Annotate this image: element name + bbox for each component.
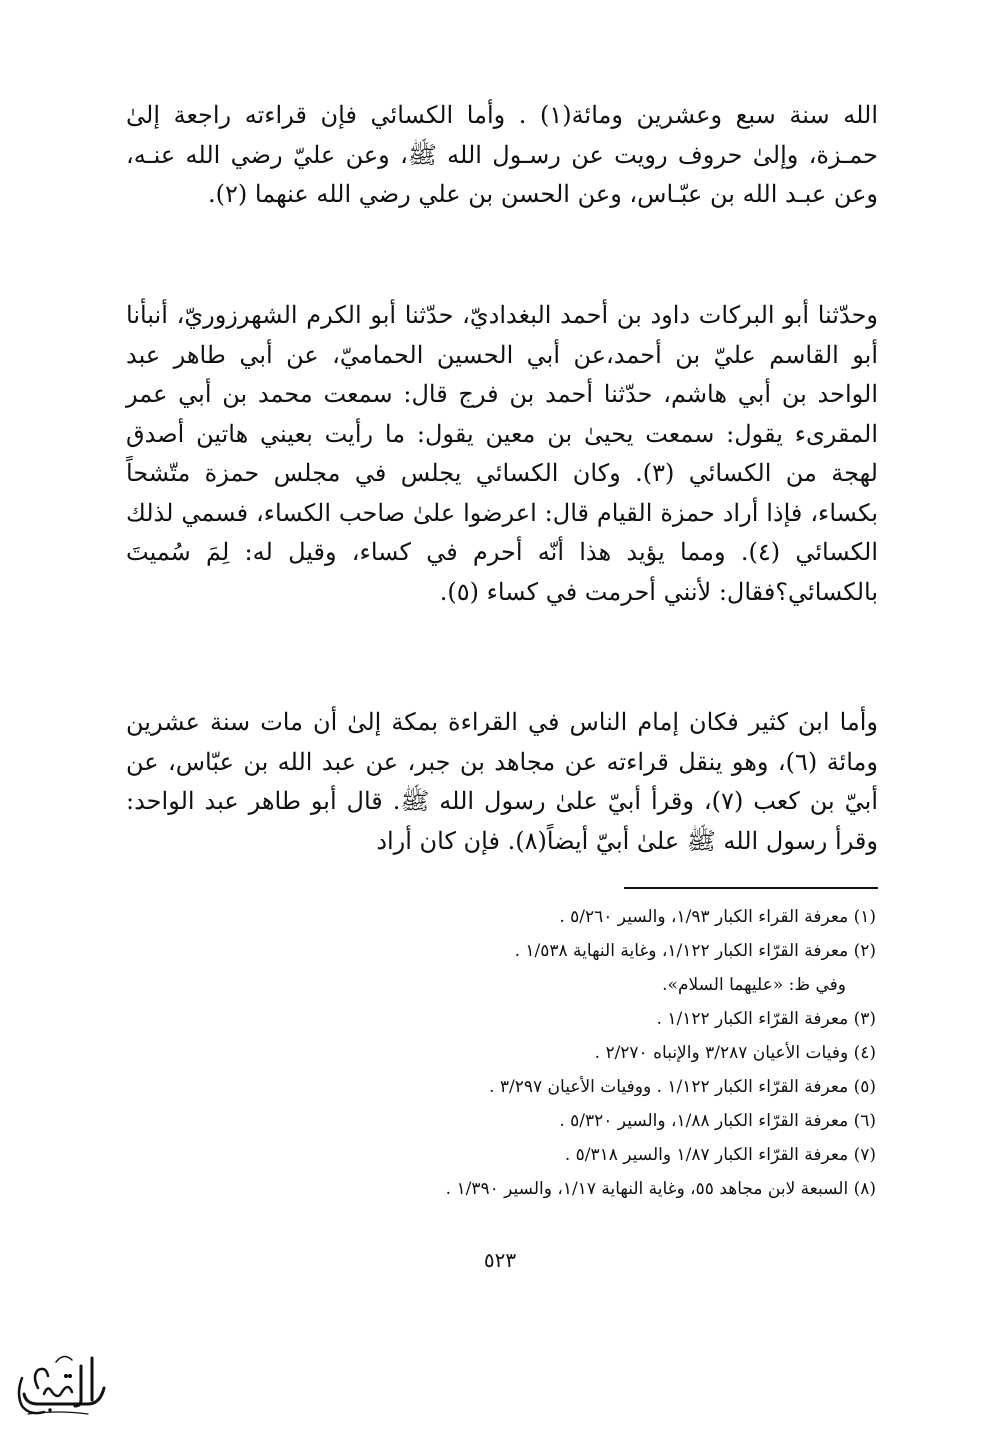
footnote-item: (٢) معرفة القرّاء الكبار ١/١٢٢، وغاية النهاية ١/٥٣٨ . xyxy=(514,941,876,961)
footnote-item: (٦) معرفة القرّاء الكبار ١/٨٨، والسير ٥/٣٢٠ . xyxy=(559,1111,876,1131)
footnotes-list xyxy=(276,900,876,1206)
footnote-item: (٤) وفيات الأعيان ٣/٢٨٧ والإنباه ٢/٢٧٠ . xyxy=(594,1043,876,1063)
footnote-item: (٨) السبعة لابن مجاهد ٥٥، وغاية النهاية ١/١٧، والسير ١/٣٩٠ . xyxy=(445,1179,876,1199)
paragraph-text: وحدّثنا أبو البركات داود بن أحمد البغداديّ، حدّثنا أبو الكرم الشهرزوريّ، أنبأنا أبو القاسم عليّ بن أحمد،عن أبي الحسين الحماميّ، عن أبي طاهر عبد الواحد بن أبي هاشم، حدّثنا أحمد بن فرج قال: سمعت محمد بن أبي عمر المقرىء يقول: سمعت يحيىٰ بن معين يقول: ما رأيت بعيني هاتين أصدق لهجة من الكسائي (٣). وكان الكسائي يجلس في مجلس حمزة متّشحاً بكساء، فإذا أراد حمزة القيام قال: اعرضوا علىٰ صاحب الكساء، فسمي لذلك الكسائي (٤). ومما يؤيد هذا أنّه أحرم في كساء، وقيل له: لِمَ سُميتَ بالكسائي؟فقال: لأنني أحرمت في كساء (٥). xyxy=(126,301,879,606)
main-text-paragraph xyxy=(126,703,878,861)
main-text-paragraph xyxy=(126,96,878,215)
footnote-subnote: وفي ظ: «عليهما السلام». xyxy=(662,975,846,995)
footnote-item: (٧) معرفة القرّاء الكبار ١/٨٧ والسير ٥/٣١٨ . xyxy=(564,1145,876,1165)
calligraphic-watermark-logo-icon xyxy=(8,1348,108,1420)
paragraph-text: الله سنة سبع وعشرين ومائة(١) . وأما الكسائي فإن قراءته راجعة إلىٰ حمـزة، وإلىٰ حروف رويت عن رسـول الله ﷺ، وعن عليّ رضي الله عنـه، وعن عبـد الله بن عبّـاس، وعن الحسن بن علي رضي الله عنهما (٢). xyxy=(126,101,878,208)
paragraph-text: وأما ابن كثير فكان إمام الناس في القراءة بمكة إلىٰ أن مات سنة عشرين ومائة (٦)، وهو ينقل قراءته عن مجاهد بن جبر، عن عبد الله بن عبّاس، عن أبيّ بن كعب (٧)، وقرأ أبيّ علىٰ رسول الله ﷺ. قال أبو طاهر عبد الواحد: وقرأ رسول الله ﷺ علىٰ أبيّ أيضاً(٨). فإن كان أراد xyxy=(126,708,879,855)
main-text-paragraph xyxy=(126,296,878,612)
footnote-item: (٥) معرفة القرّاء الكبار ١/١٢٢ . ووفيات الأعيان ٣/٢٩٧ . xyxy=(489,1077,876,1097)
page-number: ٥٢٣ xyxy=(483,1248,517,1272)
footnote-item: (٣) معرفة القرّاء الكبار ١/١٢٢ . xyxy=(656,1009,876,1029)
footnote-divider xyxy=(624,887,878,889)
footnote-item: (١) معرفة القراء الكبار ١/٩٣، والسير ٥/٢٦٠ . xyxy=(559,907,876,927)
